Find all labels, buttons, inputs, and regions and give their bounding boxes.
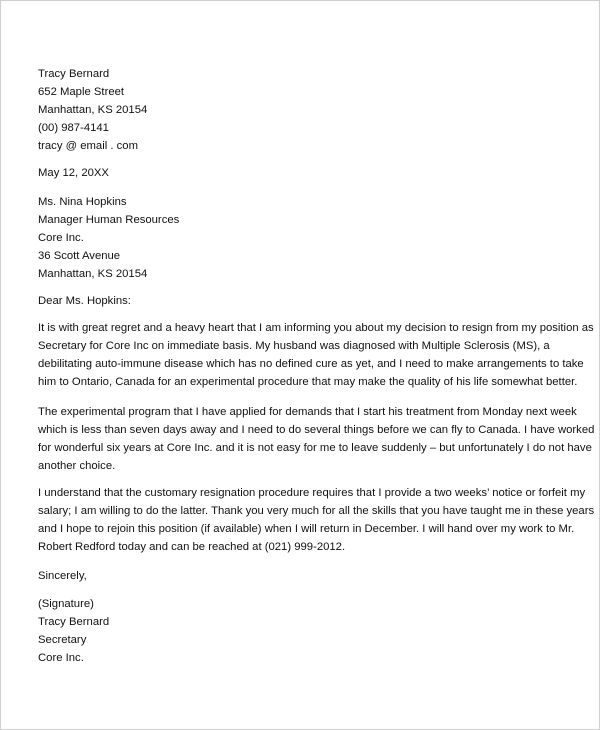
sender-phone: (00) 987-4141: [38, 122, 109, 134]
recipient-name: Ms. Nina Hopkins: [38, 196, 127, 208]
paragraph-line: The experimental program that I have applied for demands that I start his treatment from Monday next week: [38, 406, 577, 418]
letter-date: [38, 164, 578, 182]
paragraph-line: for wonderful six years at Core Inc. and it is not easy for me to leave suddenly – but unfortunately I do not have: [38, 442, 592, 454]
body-paragraph-1: [38, 319, 594, 391]
recipient-city: Manhattan, KS 20154: [38, 268, 148, 280]
paragraph-line: I understand that the customary resignation procedure requires that I provide a two weeks’ notice or forfeit my: [38, 487, 586, 499]
paragraph-line: Robert Redford today and can be reached at (021) 999-2012.: [38, 541, 346, 553]
closing: [38, 567, 578, 585]
date-text: May 12, 20XX: [38, 167, 109, 179]
signer-name: Tracy Bernard: [38, 616, 110, 628]
paragraph-line: salary; I am willing to do the latter. Thank you very much for all the skills that you have taught me in these years: [38, 505, 595, 517]
paragraph-line: and I hope to rejoin this position (if available) when I will return in December. I will hand over my work to Mr.: [38, 523, 575, 535]
paragraph-line: which is less than seven days away and I need to do several things before we can fly to Canada. I have worked: [38, 424, 595, 436]
recipient-street: 36 Scott Avenue: [38, 250, 121, 262]
paragraph-line: him to Ontario, Canada for an experimental procedure that may make the quality of his life somewhat better.: [38, 376, 578, 388]
signature-placeholder: (Signature): [38, 598, 94, 610]
salutation: [38, 292, 578, 310]
recipient-company: Core Inc.: [38, 232, 84, 244]
signer-title: Secretary: [38, 634, 87, 646]
signer-company: Core Inc.: [38, 652, 84, 664]
sender-address: [38, 65, 578, 155]
paragraph-line: another choice.: [38, 460, 116, 472]
body-paragraph-2: [38, 403, 595, 475]
recipient-title: Manager Human Resources: [38, 214, 180, 226]
body-paragraph-3: [38, 484, 595, 556]
recipient-address: [38, 193, 578, 283]
paragraph-line: debilitating auto-immune disease which has no defined cure as yet, and I need to make arrangements to take: [38, 358, 584, 370]
paragraph-line: Secretary for Core Inc on immediate basis. My husband was diagnosed with Multiple Sclerosis (MS), a: [38, 340, 550, 352]
sender-street: 652 Maple Street: [38, 86, 125, 98]
sender-city: Manhattan, KS 20154: [38, 104, 148, 116]
sender-name: Tracy Bernard: [38, 68, 110, 80]
closing-text: Sincerely,: [38, 570, 87, 582]
signature-block: [38, 595, 578, 667]
sender-email: tracy @ email . com: [38, 140, 138, 152]
salutation-text: Dear Ms. Hopkins:: [38, 295, 131, 307]
paragraph-line: It is with great regret and a heavy heart that I am informing you about my decision to resign from my position as: [38, 322, 594, 334]
